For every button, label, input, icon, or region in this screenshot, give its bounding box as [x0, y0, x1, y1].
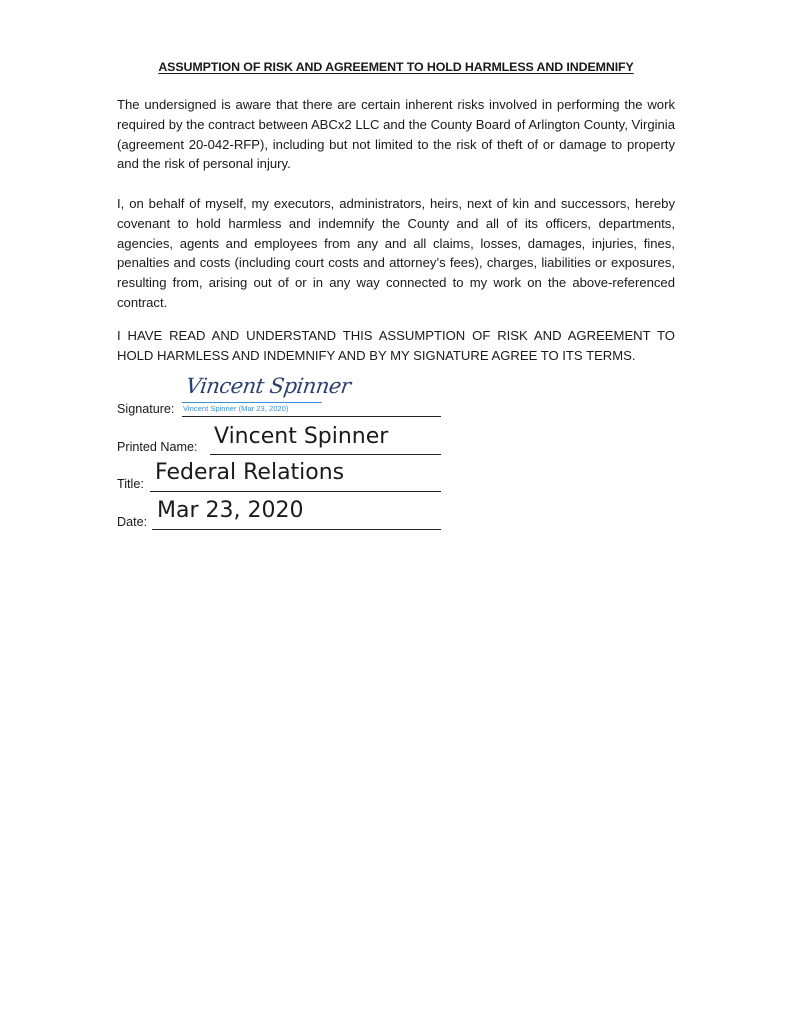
date-line [152, 529, 441, 530]
e-signature-caption: Vincent Spinner (Mar 23, 2020) [183, 404, 289, 413]
e-signature-underline [182, 402, 322, 403]
date-value: Mar 23, 2020 [157, 498, 304, 523]
signature-line [182, 416, 441, 417]
paragraph-indemnification: I, on behalf of myself, my executors, administrators, heirs, next of kin and successors, hereby covenant to hold harmless and indemnify the County and all of its officers, departments, agencies, agents and employees from any and all claims, losses, damages, injuries, fines, penalties and costs (including court costs and attorney’s fees), charges, liabilities or exposures, resulting from, arising out of or in any way connected to my work on the above-referenced contract. [117, 196, 675, 310]
signature-label: Signature: [117, 402, 175, 416]
title-label: Title: [117, 477, 144, 491]
printed-name-value: Vincent Spinner [214, 424, 389, 449]
document-title: ASSUMPTION OF RISK AND AGREEMENT TO HOLD HARMLESS AND INDEMNIFY [158, 60, 634, 74]
handwritten-signature: Vincent Spinner [184, 374, 353, 398]
title-line [150, 491, 441, 492]
date-label: Date: [117, 515, 148, 529]
title-value: Federal Relations [155, 460, 345, 485]
paragraph-risk-awareness: The undersigned is aware that there are certain inherent risks involved in performing the work required by the contract between ABCx2 LLC and the County Board of Arlington County, Virginia (agreement 20-042-RFP), including but not limited to the risk of theft of or damage to property and the risk of personal injury. [117, 97, 675, 172]
paragraph-acknowledgement: I HAVE READ AND UNDERSTAND THIS ASSUMPTION OF RISK AND AGREEMENT TO HOLD HARMLESS AND INDEMNIFY AND BY MY SIGNATURE AGREE TO ITS TERMS. [117, 328, 675, 363]
printed-name-label: Printed Name: [117, 440, 198, 454]
printed-name-line [210, 454, 441, 455]
